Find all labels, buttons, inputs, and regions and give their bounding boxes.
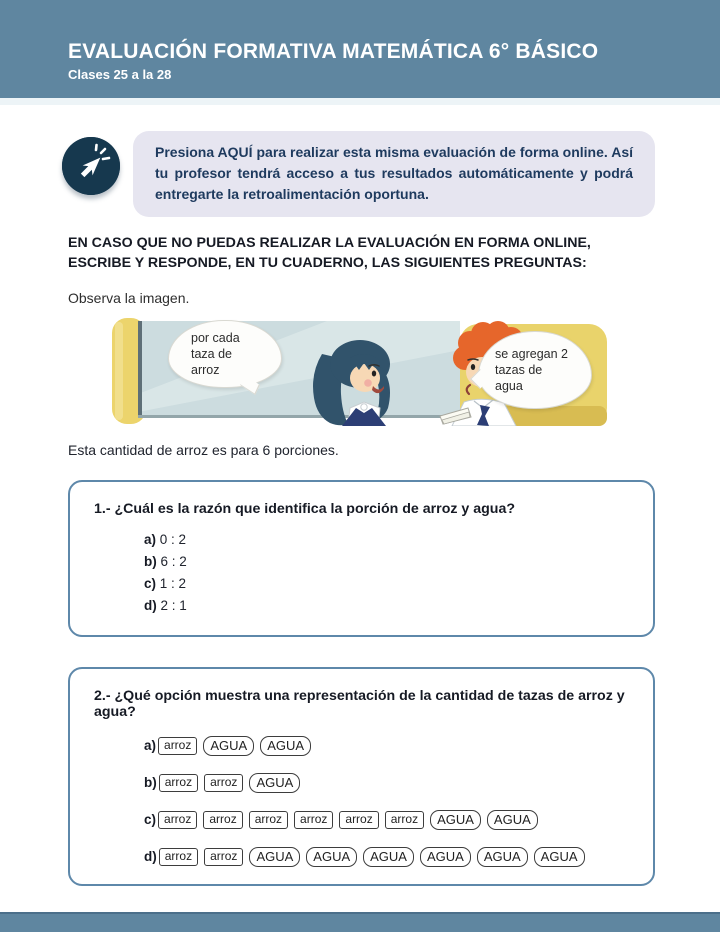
rice-box: arroz: [159, 774, 198, 792]
answer-option-b: [144, 553, 629, 572]
cartoon-caption: Esta cantidad de arroz es para 6 porciones.: [68, 442, 339, 459]
option-label: b): [144, 775, 157, 791]
answer-option-b: [144, 772, 629, 794]
header-divider: [0, 98, 720, 105]
rice-box: arroz: [294, 811, 333, 829]
option-value: 6 : 2: [160, 554, 187, 570]
question-1-title: [94, 501, 629, 517]
page-header: [0, 0, 720, 98]
callout-text: Presiona AQUÍ para realizar esta misma evaluación de forma online. Así tu profesor tendrá acceso a tus resultados automáticamente y podrá entregarte la retroalimentación oportuna.: [155, 144, 633, 202]
option-label: c): [144, 576, 157, 592]
bubble-line: agua: [495, 379, 523, 394]
question-1-options: [144, 531, 629, 616]
water-box: AGUA: [249, 847, 300, 867]
bubble-line: arroz: [191, 363, 220, 378]
rice-box: arroz: [249, 811, 288, 829]
speech-bubble-right: [478, 331, 592, 409]
worksheet-content: [68, 233, 655, 886]
water-box: AGUA: [260, 736, 311, 756]
water-box: AGUA: [249, 773, 300, 793]
page-title: EVALUACIÓN FORMATIVA MATEMÁTICA 6° BÁSICO: [68, 40, 599, 63]
observe-label: Observa la imagen.: [68, 290, 190, 307]
question-number: 2.-: [94, 687, 111, 704]
online-callout: [62, 131, 655, 217]
question-text: ¿Cuál es la razón que identifica la porción de arroz y agua?: [114, 501, 516, 518]
water-box: AGUA: [430, 810, 481, 830]
rice-box: arroz: [339, 811, 378, 829]
question-2-box: [68, 667, 655, 886]
answer-option-c: [144, 575, 629, 594]
online-link-box[interactable]: [133, 131, 655, 217]
rice-box: arroz: [385, 811, 424, 829]
water-box: AGUA: [487, 810, 538, 830]
water-box: AGUA: [534, 847, 585, 867]
answer-option-a: [144, 531, 629, 550]
rice-box: arroz: [204, 774, 243, 792]
rice-box: arroz: [158, 811, 197, 829]
option-value: 1 : 2: [159, 576, 187, 592]
water-box: AGUA: [477, 847, 528, 867]
rice-box: arroz: [204, 848, 243, 866]
bubble-line: taza de: [191, 347, 233, 362]
bubble-line: tazas de: [495, 363, 543, 378]
bubble-line: por cada: [191, 330, 240, 345]
rice-water-cartoon: [112, 316, 607, 426]
water-box: AGUA: [306, 847, 357, 867]
option-value: 2 : 1: [160, 597, 187, 613]
page-footer: [0, 912, 720, 932]
question-2-title: [94, 688, 629, 720]
answer-option-c: [144, 809, 629, 831]
click-cursor-icon[interactable]: [62, 137, 120, 195]
answer-option-d: [144, 597, 629, 616]
bubble-line: se agregan 2: [495, 346, 568, 361]
option-label: b): [144, 554, 157, 570]
water-box: AGUA: [420, 847, 471, 867]
answer-option-a: [144, 735, 629, 757]
speech-bubble-left: [168, 320, 282, 388]
option-label: a): [144, 532, 157, 548]
page-subtitle: Clases 25 a la 28: [68, 67, 172, 83]
water-box: AGUA: [363, 847, 414, 867]
question-1-box: [68, 480, 655, 637]
rice-box: arroz: [159, 848, 198, 866]
option-label: d): [144, 597, 157, 613]
option-label: c): [144, 812, 157, 828]
rice-box: arroz: [203, 811, 242, 829]
answer-option-d: [144, 846, 629, 868]
option-label: d): [144, 849, 157, 865]
water-box: AGUA: [203, 736, 254, 756]
question-number: 1.-: [94, 501, 111, 518]
fallback-instructions: EN CASO QUE NO PUEDAS REALIZAR LA EVALUACIÓN EN FORMA ONLINE, ESCRIBE Y RESPONDE, EN TU CUADERNO, LAS SIGUIENTES PREGUNTAS:: [68, 235, 591, 272]
option-label: a): [144, 738, 157, 754]
rice-box: arroz: [158, 737, 197, 755]
option-value: 0 : 2: [159, 532, 187, 548]
question-text: ¿Qué opción muestra una representación de la cantidad de tazas de arroz y agua?: [94, 687, 625, 720]
